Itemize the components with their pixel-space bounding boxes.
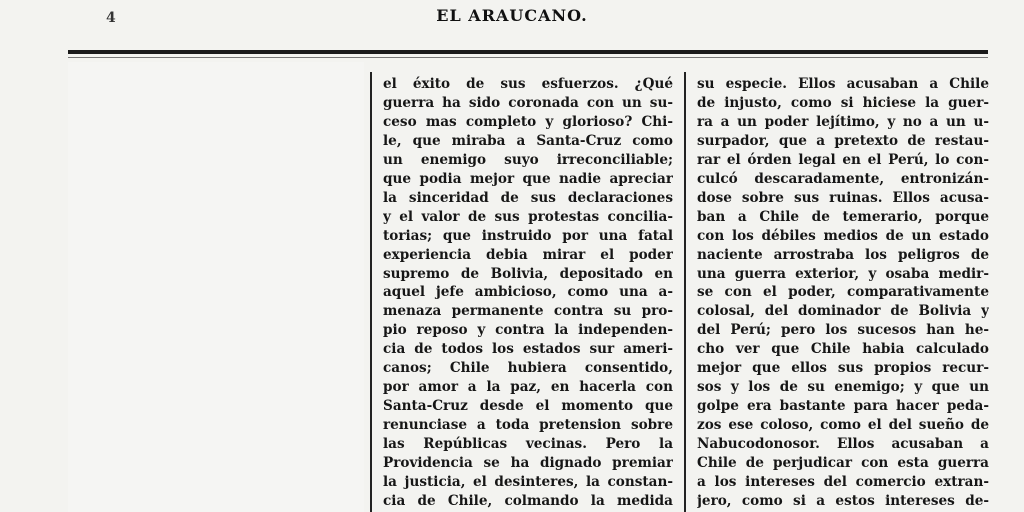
header-rule-thin xyxy=(68,57,988,58)
column-rule-left xyxy=(370,72,372,512)
text-line: golpe era bastante para hacer peda- xyxy=(697,398,989,415)
text-line: la justicia, el desinteres, la constan- xyxy=(383,474,673,491)
text-line: un enemigo suyo irreconciliable; xyxy=(383,151,673,168)
text-line: renunciase a toda pretension sobre xyxy=(383,417,673,434)
text-line: supremo de Bolivia, depositado en xyxy=(383,265,673,282)
text-line: una guerra exterior, y osaba medir- xyxy=(697,265,989,282)
blank-margin-area xyxy=(68,62,364,512)
text-line: ceso mas completo y glorioso? Chi- xyxy=(383,113,673,130)
text-line: las Repúblicas vecinas. Pero la xyxy=(383,436,673,453)
masthead-title: EL ARAUCANO. xyxy=(436,6,588,25)
text-line: ra a un poder lejítimo, y no a un u- xyxy=(697,113,989,130)
text-line: sos y los de su enemigo; y que un xyxy=(697,379,989,396)
text-line: el éxito de sus esfuerzos. ¿Qué xyxy=(383,76,673,92)
text-line: rar el órden legal en el Perú, lo con- xyxy=(697,151,989,168)
text-line: cia de todos los estados sur ameri- xyxy=(383,341,673,358)
text-line: colosal, del dominador de Bolivia y xyxy=(697,303,989,320)
text-line: menaza permanente contra su pro- xyxy=(383,303,673,320)
text-line: surpador, que a pretexto de restau- xyxy=(697,132,989,149)
text-line: Chile de perjudicar con esta guerra xyxy=(697,455,989,472)
text-line: con los débiles medios de un estado xyxy=(697,227,989,244)
text-line: dose sobre sus ruinas. Ellos acusa- xyxy=(697,189,989,206)
text-line: y el valor de sus protestas concilia- xyxy=(383,208,673,225)
text-line: Santa-Cruz desde el momento que xyxy=(383,398,673,415)
text-line: cia de Chile, colmando la medida xyxy=(383,492,673,509)
text-line: de injusto, como si hiciese la guer- xyxy=(697,94,989,111)
text-line: ban a Chile de temerario, porque xyxy=(697,208,989,225)
text-line: pio reposo y contra la independen- xyxy=(383,322,673,339)
text-line: aquel jefe ambicioso, como una a- xyxy=(383,284,673,301)
text-line: experiencia debia mirar el poder xyxy=(383,246,673,263)
header-rule xyxy=(68,50,988,54)
text-line: cho ver que Chile habia calculado xyxy=(697,341,989,358)
article-column-left xyxy=(383,75,673,511)
text-line: canos; Chile hubiera consentido, xyxy=(383,360,673,377)
text-line: torias; que instruido por una fatal xyxy=(383,227,673,244)
text-line: se con el poder, comparativamente xyxy=(697,284,989,301)
text-line: jero, como si a estos intereses de- xyxy=(697,492,989,509)
text-line: mejor que ellos sus propios recur- xyxy=(697,360,989,377)
text-line: le, que miraba a Santa-Cruz como xyxy=(383,132,673,149)
text-line: a los intereses del comercio extran- xyxy=(697,474,989,491)
text-line: su especie. Ellos acusaban a Chile xyxy=(697,76,989,92)
text-line: zos ese coloso, como el del sueño de xyxy=(697,417,989,434)
page-number: 4 xyxy=(106,10,116,26)
text-line: Nabucodonosor. Ellos acusaban a xyxy=(697,436,989,453)
text-line: Providencia se ha dignado premiar xyxy=(383,455,673,472)
text-line: del Perú; pero los sucesos han he- xyxy=(697,322,989,339)
text-line: guerra ha sido coronada con un su- xyxy=(383,94,673,111)
article-column-right xyxy=(697,75,989,511)
text-line: que podia mejor que nadie apreciar xyxy=(383,170,673,187)
column-divider xyxy=(684,72,686,512)
text-line: culcó descaradamente, entronizán- xyxy=(697,170,989,187)
text-line: naciente arrostraba los peligros de xyxy=(697,246,989,263)
text-line: la sinceridad de sus declaraciones xyxy=(383,189,673,206)
text-line: por amor a la paz, en hacerla con xyxy=(383,379,673,396)
